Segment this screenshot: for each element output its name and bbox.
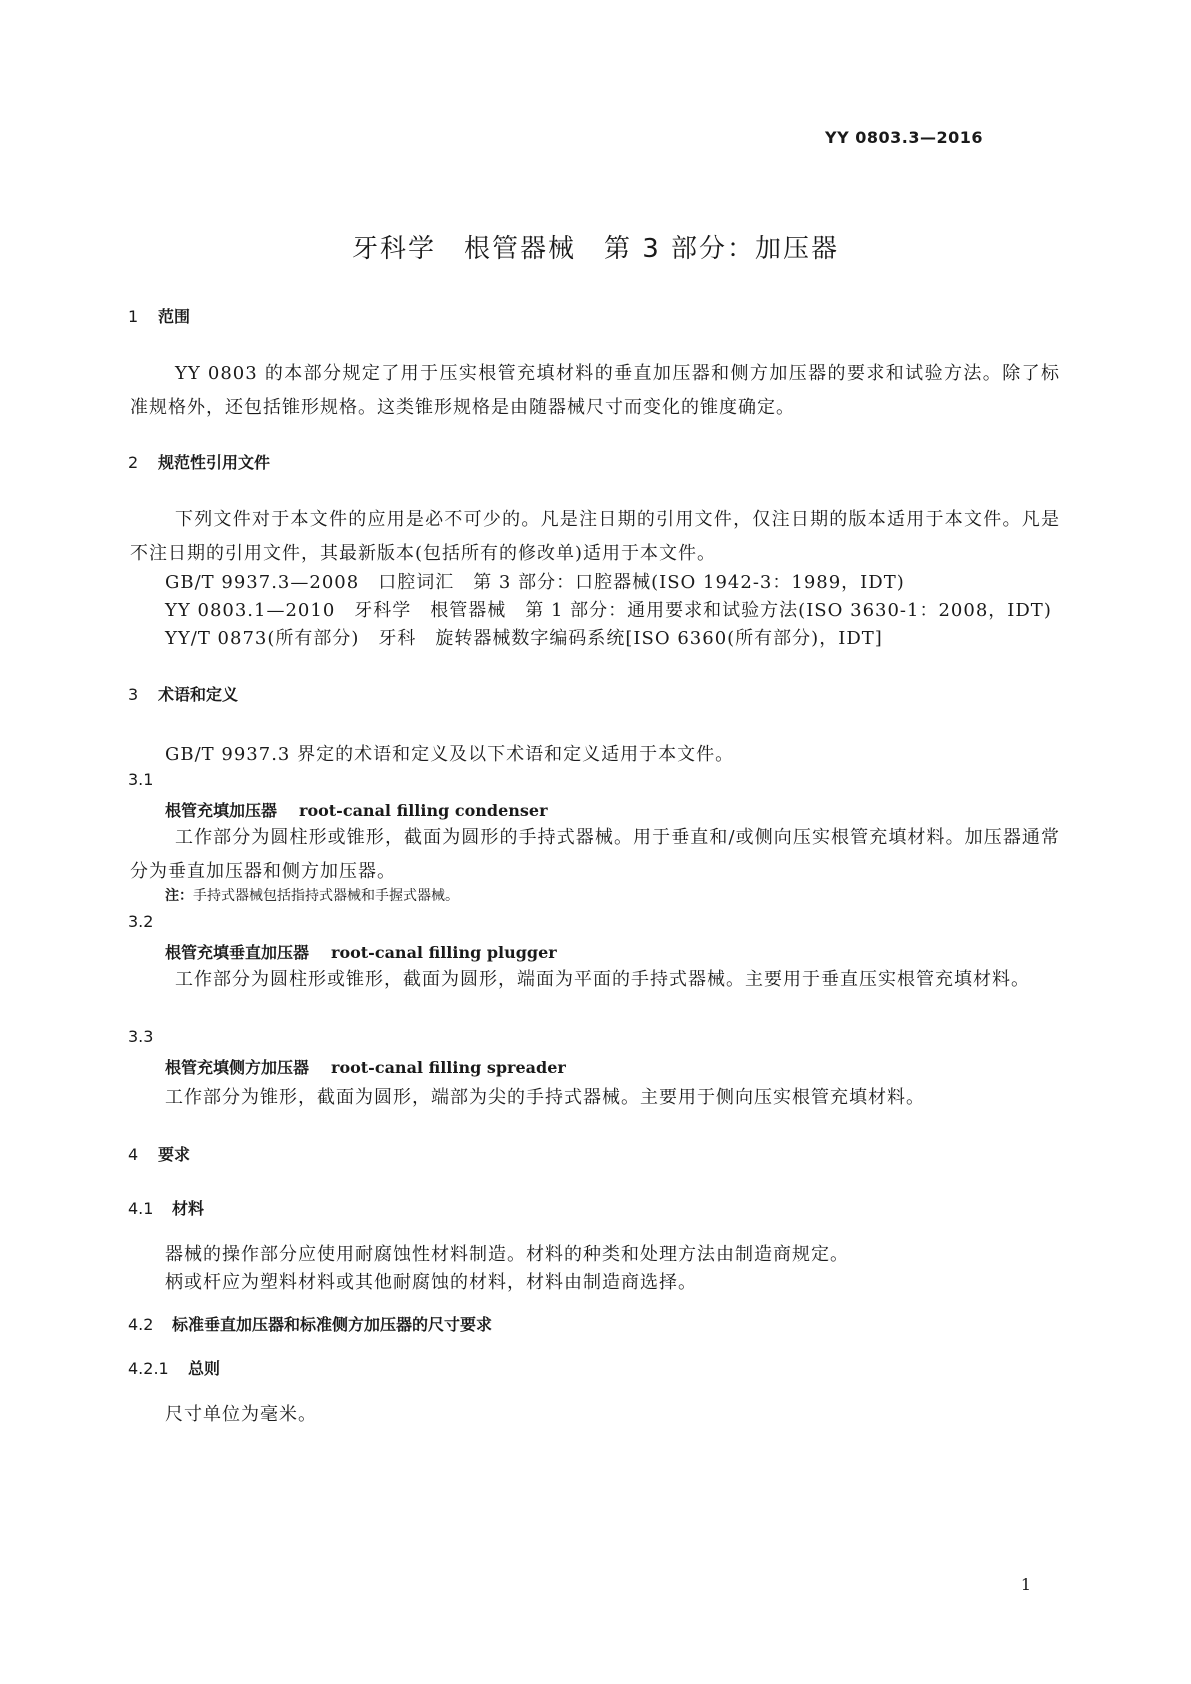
paragraph-text: YY 0803 的本部分规定了用于压实根管充填材料的垂直加压器和侧方加压器的要求和试验方法。除了标准规格外，还包括锥形规格。这类锥形规格是由随器械尺寸而变化的锥度确定。 — [130, 363, 1060, 418]
term-heading — [165, 798, 548, 821]
note-text: 手持式器械包括指持式器械和手握式器械。 — [193, 888, 459, 904]
term-zh: 根管充填垂直加压器 — [165, 943, 310, 962]
term-definition — [130, 821, 1060, 889]
term-number: 3.2 — [128, 912, 154, 931]
term-en: root-canal filling condenser — [299, 801, 548, 820]
term-en: root-canal filling plugger — [331, 943, 557, 962]
document-title: 牙科学 根管器械 第 3 部分：加压器 — [351, 234, 840, 264]
section-number: 4.1 — [128, 1199, 154, 1218]
term-zh: 根管充填侧方加压器 — [165, 1058, 310, 1077]
reference-item: YY 0803.1—2010 牙科学 根管器械 第 1 部分：通用要求和试验方法(ISO 3630-1：2008，IDT) — [165, 600, 1052, 621]
section-title: 规范性引用文件 — [158, 453, 271, 472]
term-heading — [165, 940, 557, 963]
section-4-heading — [128, 1142, 190, 1165]
paragraph: 尺寸单位为毫米。 — [165, 1404, 317, 1425]
subsection-4-2-1-heading — [128, 1356, 220, 1379]
standard-number: YY 0803.3—2016 — [824, 128, 983, 147]
section-title: 术语和定义 — [158, 685, 239, 704]
page-number: 1 — [1020, 1575, 1031, 1594]
section-1-paragraph — [130, 357, 1060, 425]
term-en: root-canal filling spreader — [331, 1058, 566, 1077]
section-1-heading — [128, 304, 190, 327]
section-2-paragraph — [130, 503, 1060, 571]
paragraph: 柄或杆应为塑料材料或其他耐腐蚀的材料，材料由制造商选择。 — [165, 1272, 697, 1293]
subsection-4-1-heading — [128, 1196, 204, 1219]
section-number: 4.2.1 — [128, 1359, 169, 1378]
term-note — [165, 885, 459, 905]
section-number: 1 — [128, 307, 139, 326]
section-title: 材料 — [172, 1199, 205, 1218]
section-title: 要求 — [158, 1145, 191, 1164]
term-definition: 工作部分为锥形，截面为圆形，端部为尖的手持式器械。主要用于侧向压实根管充填材料。 — [165, 1087, 925, 1108]
reference-item: GB/T 9937.3—2008 口腔词汇 第 3 部分：口腔器械(ISO 1942-3：1989，IDT) — [165, 572, 905, 593]
section-number: 4.2 — [128, 1315, 154, 1334]
note-label: 注： — [165, 888, 193, 904]
section-number: 3 — [128, 685, 139, 704]
paragraph: 器械的操作部分应使用耐腐蚀性材料制造。材料的种类和处理方法由制造商规定。 — [165, 1244, 849, 1265]
paragraph-text: 下列文件对于本文件的应用是必不可少的。凡是注日期的引用文件，仅注日期的版本适用于本文件。凡是不注日期的引用文件，其最新版本(包括所有的修改单)适用于本文件。 — [130, 509, 1060, 564]
section-2-heading — [128, 450, 270, 473]
section-title: 标准垂直加压器和标准侧方加压器的尺寸要求 — [172, 1315, 493, 1334]
section-3-heading — [128, 682, 238, 705]
term-heading — [165, 1055, 566, 1078]
definition-text: 工作部分为圆柱形或锥形，截面为圆形的手持式器械。用于垂直和/或侧向压实根管充填材料。加压器通常分为垂直加压器和侧方加压器。 — [130, 827, 1060, 882]
subsection-4-2-heading — [128, 1312, 492, 1335]
term-definition — [130, 963, 1060, 997]
section-number: 4 — [128, 1145, 139, 1164]
section-title: 范围 — [158, 307, 191, 326]
reference-item: YY/T 0873(所有部分) 牙科 旋转器械数字编码系统[ISO 6360(所有部分)，IDT] — [165, 628, 883, 649]
definition-text: 工作部分为圆柱形或锥形，截面为圆形，端面为平面的手持式器械。主要用于垂直压实根管充填材料。 — [175, 969, 1030, 990]
term-zh: 根管充填加压器 — [165, 801, 278, 820]
section-3-intro: GB/T 9937.3 界定的术语和定义及以下术语和定义适用于本文件。 — [165, 744, 735, 765]
section-title: 总则 — [188, 1359, 221, 1378]
term-number: 3.3 — [128, 1027, 154, 1046]
term-number: 3.1 — [128, 770, 154, 789]
section-number: 2 — [128, 453, 139, 472]
